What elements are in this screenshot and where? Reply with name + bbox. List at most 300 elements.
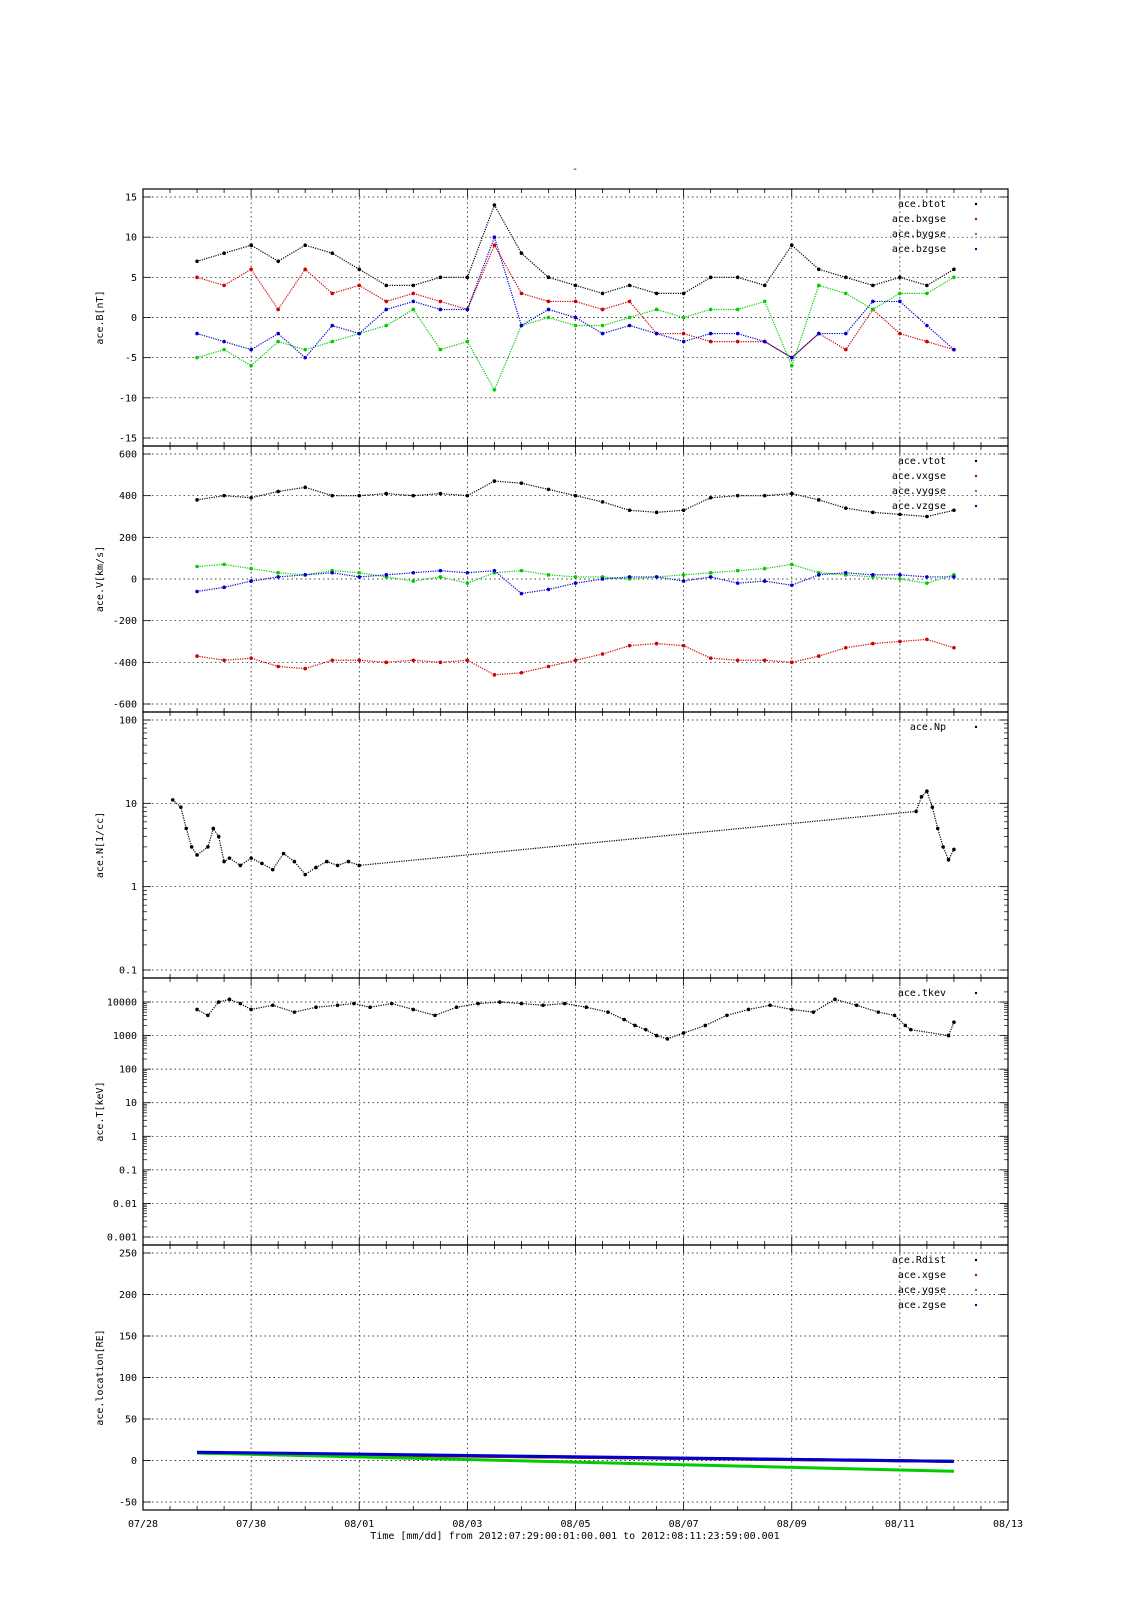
data-point: [195, 259, 199, 263]
data-point: [931, 805, 935, 809]
y-axis-label: ace.V[km/s]: [95, 545, 106, 613]
data-point: [357, 494, 361, 498]
y-tick-label: 1: [130, 882, 137, 894]
data-point: [303, 486, 307, 490]
data-point: [547, 573, 551, 577]
legend-label: ace.Np: [909, 722, 946, 733]
data-point: [655, 1034, 659, 1038]
data-point: [709, 332, 713, 336]
data-point: [628, 324, 632, 328]
legend-label: ace.vtot: [897, 456, 946, 467]
x-tick-label: 08/01: [344, 1519, 375, 1530]
data-point: [195, 853, 199, 857]
legend-marker: [975, 726, 977, 728]
figure-title: -: [571, 164, 579, 175]
data-point: [763, 579, 767, 583]
data-point: [622, 1018, 626, 1022]
panels: [95, 189, 1008, 1510]
data-point: [276, 575, 280, 579]
y-tick-label: 0.1: [118, 1165, 137, 1177]
data-point: [412, 579, 416, 583]
data-point: [357, 284, 361, 288]
data-point: [493, 235, 497, 239]
y-tick-label: 5: [130, 272, 137, 284]
data-point: [330, 571, 334, 575]
data-point: [206, 1014, 210, 1018]
data-point: [844, 276, 848, 280]
y-axis-label: ace.B[nT]: [95, 290, 106, 345]
data-point: [925, 638, 929, 642]
data-point: [628, 508, 632, 512]
data-point: [493, 203, 497, 207]
data-point: [709, 575, 713, 579]
data-point: [898, 513, 902, 517]
data-point: [628, 575, 632, 579]
data-point: [844, 332, 848, 336]
data-point: [547, 308, 551, 312]
data-point: [276, 332, 280, 336]
data-point: [211, 827, 215, 831]
data-point: [925, 789, 929, 793]
data-point: [228, 998, 232, 1002]
data-point: [601, 332, 605, 336]
y-tick-label: 200: [118, 1290, 137, 1301]
data-point: [898, 577, 902, 581]
data-point: [493, 673, 497, 677]
data-point: [336, 864, 340, 868]
legend-marker: [975, 505, 977, 507]
legend: [892, 456, 977, 512]
data-point: [357, 658, 361, 662]
legend-marker: [975, 460, 977, 462]
legend: [892, 199, 977, 255]
y-axis-label: ace.location[RE]: [95, 1329, 106, 1426]
panel-4: [95, 978, 1008, 1245]
data-point: [655, 575, 659, 579]
legend-marker: [975, 1304, 977, 1306]
legend-label: ace.btot: [897, 199, 946, 210]
data-point: [736, 569, 740, 573]
data-point: [736, 494, 740, 498]
data-point: [763, 567, 767, 571]
data-point: [790, 356, 794, 360]
data-point: [871, 284, 875, 288]
legend-marker: [975, 490, 977, 492]
data-point: [541, 1003, 545, 1007]
data-point: [682, 573, 686, 577]
data-point: [601, 324, 605, 328]
data-point: [520, 251, 524, 255]
data-point: [439, 308, 443, 312]
data-point: [763, 284, 767, 288]
legend-label: ace.vygse: [891, 486, 946, 497]
data-point: [325, 860, 329, 864]
data-point: [239, 864, 243, 868]
data-point: [952, 646, 956, 650]
x-tick-label: 08/13: [992, 1519, 1024, 1530]
data-point: [655, 308, 659, 312]
data-point: [768, 1003, 772, 1007]
data-point: [357, 575, 361, 579]
data-point: [520, 292, 524, 296]
data-point: [952, 268, 956, 272]
data-point: [736, 308, 740, 312]
legend-label: ace.bzgse: [891, 244, 946, 255]
legend: [898, 988, 977, 999]
x-tick-labels: [128, 1519, 1023, 1530]
legend-marker: [975, 203, 977, 205]
data-point: [271, 1003, 275, 1007]
legend: [910, 722, 977, 733]
legend-label: ace.ygse: [897, 1285, 946, 1296]
data-point: [330, 340, 334, 344]
data-point: [222, 348, 226, 352]
series-ace-vxgse: [195, 638, 955, 677]
data-point: [303, 667, 307, 671]
legend-marker: [975, 1274, 977, 1276]
data-point: [936, 827, 940, 831]
y-tick-label: 50: [124, 1414, 137, 1426]
data-point: [303, 356, 307, 360]
data-point: [574, 494, 578, 498]
data-point: [347, 860, 351, 864]
data-point: [893, 1014, 897, 1018]
data-point: [709, 308, 713, 312]
data-point: [601, 292, 605, 296]
data-point: [547, 276, 551, 280]
legend-marker: [975, 233, 977, 235]
data-point: [833, 998, 837, 1002]
data-point: [384, 308, 388, 312]
data-point: [709, 340, 713, 344]
y-tick-label: 10: [124, 1098, 137, 1110]
data-point: [412, 1008, 416, 1012]
data-point: [433, 1014, 437, 1018]
data-point: [493, 388, 497, 392]
legend: [892, 1255, 977, 1311]
data-point: [547, 300, 551, 304]
data-point: [195, 654, 199, 658]
data-point: [498, 1000, 502, 1004]
data-point: [601, 308, 605, 312]
plot-frame: [143, 978, 1008, 1245]
data-point: [330, 324, 334, 328]
data-point: [303, 348, 307, 352]
data-point: [547, 316, 551, 320]
data-point: [293, 1010, 297, 1014]
data-point: [384, 492, 388, 496]
data-point: [222, 586, 226, 590]
y-axis-label: ace.T[keV]: [95, 1081, 106, 1142]
data-point: [703, 1024, 707, 1028]
data-point: [947, 1034, 951, 1038]
legend-marker: [975, 218, 977, 220]
data-point: [547, 488, 551, 492]
data-point: [682, 340, 686, 344]
data-point: [682, 579, 686, 583]
data-point: [222, 563, 226, 567]
data-point: [952, 508, 956, 512]
data-point: [666, 1037, 670, 1041]
data-point: [655, 332, 659, 336]
y-tick-label: 1: [130, 1131, 137, 1143]
data-point: [293, 860, 297, 864]
data-point: [628, 284, 632, 288]
data-point: [412, 284, 416, 288]
data-point: [412, 494, 416, 498]
y-axis-label: ace.N[1/cc]: [95, 811, 106, 879]
data-point: [390, 1002, 394, 1006]
data-point: [276, 571, 280, 575]
y-tick-label: 0: [130, 1456, 137, 1467]
data-point: [947, 858, 951, 862]
data-point: [790, 661, 794, 665]
data-point: [303, 268, 307, 272]
data-point: [547, 665, 551, 669]
y-tick-label: -10: [118, 393, 137, 405]
data-point: [817, 654, 821, 658]
data-point: [844, 571, 848, 575]
data-point: [206, 845, 210, 849]
data-point: [601, 500, 605, 504]
series-ace-vtot: [195, 479, 955, 518]
x-tick-label: 07/30: [236, 1519, 267, 1530]
data-point: [709, 276, 713, 280]
data-point: [644, 1028, 648, 1032]
y-tick-label: 10: [124, 232, 137, 244]
data-point: [439, 569, 443, 573]
data-point: [628, 644, 632, 648]
data-point: [871, 642, 875, 646]
data-point: [871, 308, 875, 312]
data-point: [574, 658, 578, 662]
data-point: [195, 276, 199, 280]
data-point: [455, 1005, 459, 1009]
data-point: [476, 1002, 480, 1006]
data-point: [925, 340, 929, 344]
y-tick-label: 0.001: [106, 1232, 137, 1244]
data-point: [574, 300, 578, 304]
y-tick-label: -5: [124, 353, 137, 365]
data-point: [336, 1003, 340, 1007]
series-trace: [197, 564, 954, 583]
data-point: [330, 292, 334, 296]
y-tick-label: -600: [112, 699, 137, 711]
data-point: [249, 243, 253, 247]
data-point: [314, 866, 318, 870]
y-tick-label: 0: [130, 574, 137, 586]
data-point: [790, 1008, 794, 1012]
data-point: [384, 300, 388, 304]
data-point: [195, 1008, 199, 1012]
data-point: [276, 340, 280, 344]
x-tick-label: 08/11: [884, 1519, 915, 1530]
data-point: [276, 665, 280, 669]
data-point: [655, 642, 659, 646]
data-point: [763, 300, 767, 304]
data-point: [357, 864, 361, 868]
data-point: [222, 658, 226, 662]
data-point: [682, 316, 686, 320]
data-point: [357, 332, 361, 336]
data-point: [871, 573, 875, 577]
y-tick-label: 100: [118, 715, 137, 727]
y-tick-label: 0.01: [112, 1198, 137, 1210]
legend-label: ace.bygse: [891, 229, 946, 240]
data-point: [763, 340, 767, 344]
data-point: [763, 494, 767, 498]
data-point: [812, 1010, 816, 1014]
data-point: [195, 498, 199, 502]
data-point: [952, 348, 956, 352]
data-point: [249, 348, 253, 352]
y-tick-label: 100: [118, 1064, 137, 1076]
data-point: [952, 276, 956, 280]
data-point: [914, 810, 918, 814]
y-tick-label: 0: [130, 313, 137, 324]
data-point: [466, 340, 470, 344]
y-tick-label: 0.1: [118, 965, 137, 977]
data-point: [466, 571, 470, 575]
data-point: [844, 292, 848, 296]
x-tick-label: 08/07: [668, 1519, 699, 1530]
data-point: [817, 498, 821, 502]
data-point: [655, 292, 659, 296]
data-point: [563, 1002, 567, 1006]
data-point: [357, 268, 361, 272]
legend-marker: [975, 1289, 977, 1291]
panel-5: [95, 1245, 1008, 1510]
legend-marker: [975, 992, 977, 994]
data-point: [384, 324, 388, 328]
data-point: [628, 316, 632, 320]
data-point: [384, 573, 388, 577]
data-point: [574, 284, 578, 288]
legend-label: ace.vxgse: [891, 471, 946, 482]
data-point: [925, 292, 929, 296]
data-point: [736, 340, 740, 344]
y-tick-label: 10000: [106, 997, 137, 1009]
x-tick-label: 08/05: [560, 1519, 591, 1530]
legend-marker: [975, 1259, 977, 1261]
data-point: [871, 511, 875, 515]
x-tick-label: 07/28: [127, 1519, 159, 1530]
data-point: [601, 652, 605, 656]
data-point: [260, 862, 264, 866]
data-point: [222, 494, 226, 498]
data-point: [239, 1002, 243, 1006]
data-point: [628, 300, 632, 304]
data-point: [817, 284, 821, 288]
data-point: [844, 506, 848, 510]
data-point: [844, 348, 848, 352]
legend-label: ace.Rdist: [891, 1255, 946, 1266]
y-tick-label: 400: [118, 491, 137, 503]
data-point: [736, 658, 740, 662]
series-ace-Np: [171, 789, 956, 876]
data-point: [352, 1002, 356, 1006]
data-point: [747, 1008, 751, 1012]
data-point: [222, 251, 226, 255]
data-point: [439, 661, 443, 665]
data-point: [790, 563, 794, 567]
data-point: [709, 656, 713, 660]
data-point: [330, 494, 334, 498]
data-point: [682, 508, 686, 512]
data-point: [368, 1005, 372, 1009]
data-point: [898, 276, 902, 280]
x-tick-label: 08/09: [776, 1519, 807, 1530]
legend-label: ace.zgse: [897, 1300, 946, 1311]
y-tick-label: -50: [118, 1497, 137, 1509]
x-axis-label: Time [mm/dd] from 2012:07:29:00:01:00.001 to 2012:08:11:23:59:00.001: [370, 1531, 780, 1542]
data-point: [520, 592, 524, 596]
data-point: [952, 1020, 956, 1024]
data-point: [195, 565, 199, 569]
data-point: [249, 268, 253, 272]
data-point: [222, 340, 226, 344]
data-point: [790, 243, 794, 247]
data-point: [195, 590, 199, 594]
data-point: [466, 494, 470, 498]
legend-label: ace.bxgse: [891, 214, 946, 225]
data-point: [876, 1010, 880, 1014]
legend-marker: [975, 475, 977, 477]
data-point: [682, 332, 686, 336]
data-point: [228, 856, 232, 860]
y-tick-label: 1000: [112, 1031, 137, 1043]
data-point: [276, 259, 280, 263]
data-point: [952, 848, 956, 852]
data-point: [898, 640, 902, 644]
y-tick-label: 600: [118, 449, 137, 461]
y-tick-label: 150: [118, 1331, 137, 1343]
data-point: [725, 1014, 729, 1018]
data-point: [303, 873, 307, 877]
data-point: [412, 308, 416, 312]
data-point: [925, 324, 929, 328]
data-point: [249, 1008, 253, 1012]
data-point: [606, 1010, 610, 1014]
data-point: [493, 243, 497, 247]
y-tick-label: -200: [112, 616, 137, 628]
data-point: [412, 292, 416, 296]
data-point: [466, 581, 470, 585]
legend-label: ace.xgse: [897, 1270, 946, 1281]
data-point: [682, 1031, 686, 1035]
data-point: [633, 1024, 637, 1028]
data-point: [303, 573, 307, 577]
data-point: [736, 581, 740, 585]
data-point: [249, 856, 253, 860]
data-point: [574, 316, 578, 320]
data-point: [303, 243, 307, 247]
data-point: [655, 511, 659, 515]
panel-1: [95, 189, 1008, 446]
data-point: [601, 577, 605, 581]
data-point: [520, 481, 524, 485]
data-point: [736, 276, 740, 280]
data-point: [898, 573, 902, 577]
data-point: [314, 1005, 318, 1009]
data-point: [898, 292, 902, 296]
y-tick-label: 250: [118, 1248, 137, 1260]
data-point: [249, 567, 253, 571]
data-point: [925, 515, 929, 519]
data-point: [547, 588, 551, 592]
data-point: [217, 1000, 221, 1004]
data-point: [412, 658, 416, 662]
